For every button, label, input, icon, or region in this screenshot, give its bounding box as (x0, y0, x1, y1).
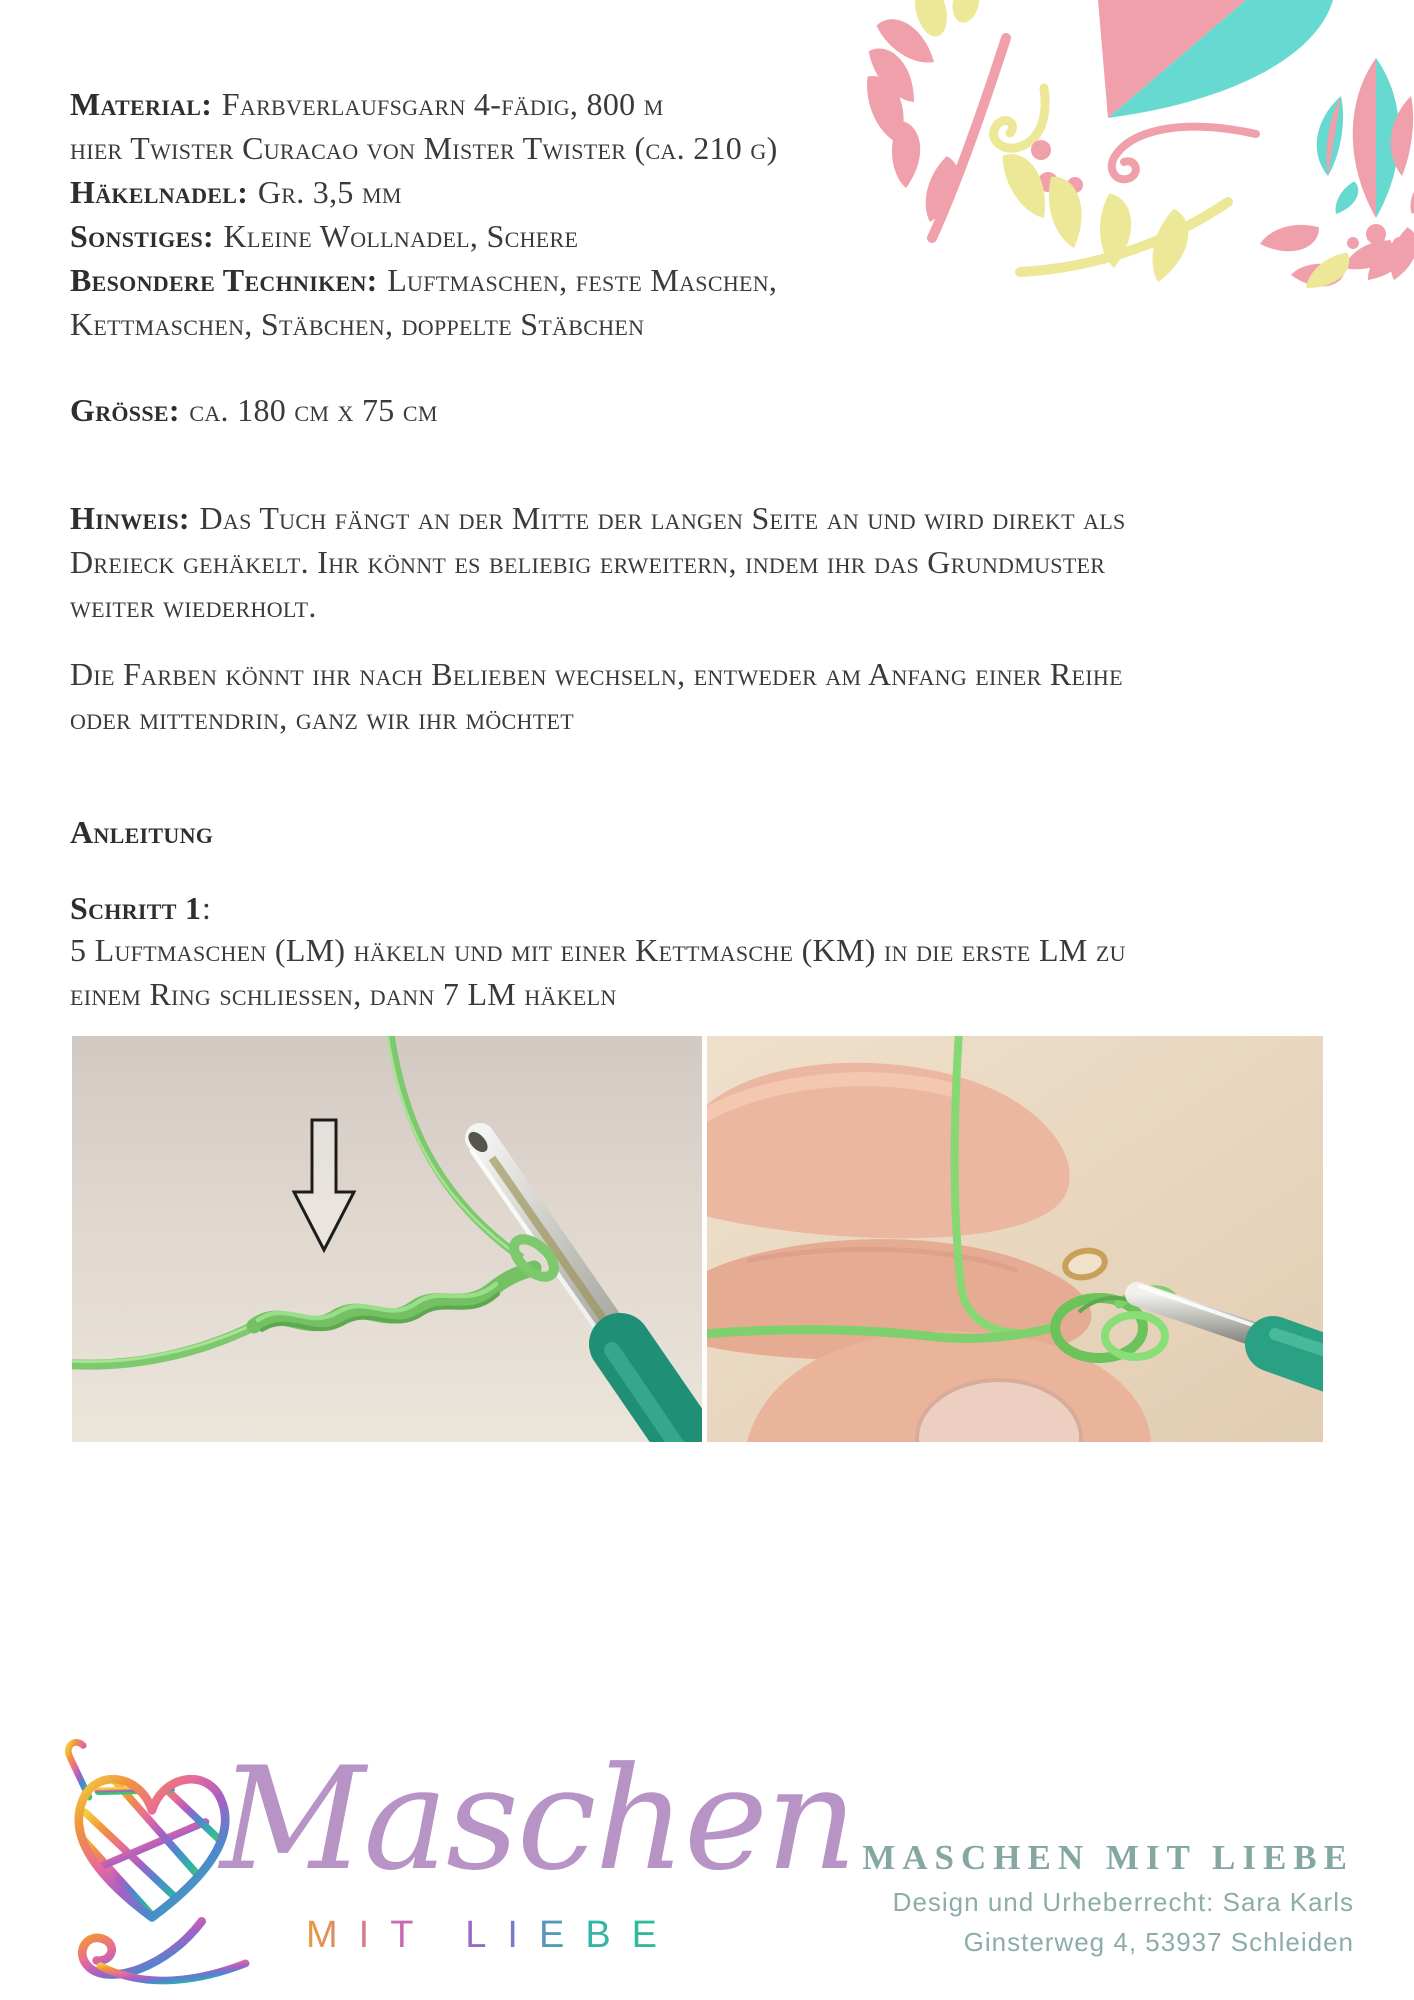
size-block (70, 388, 438, 432)
chain-photo (72, 1036, 702, 1442)
color-change-paragraph: Die Farben könnt ihr nach Belieben wechseln, entweder am Anfang einer Reihe oder mittendrin, ganz wir ihr möchtet (70, 656, 1123, 736)
hook-size-line: Häkelnadel: Gr. 3,5 mm (70, 174, 402, 210)
ring-photo (707, 1036, 1323, 1442)
step1-text: 5 Luftmaschen (LM) häkeln und mit einer Kettmasche (KM) in die erste LM zu einem Ring schliessen, dann 7 LM häkeln (70, 932, 1126, 1012)
material-line: Material: Farbverlaufsgarn 4-fädig, 800 m (70, 86, 664, 122)
brand-caps-text: MIT LIEBE (306, 1914, 679, 1956)
techniques-line: Besondere Techniken: Luftmaschen, feste Maschen, (70, 262, 778, 298)
floral-ornament-graphic (836, 0, 1414, 292)
other-tools-line: Sonstiges: Kleine Wollnadel, Schere (70, 218, 579, 254)
step1-heading: Schritt 1: (70, 890, 212, 926)
material-line: hier Twister Curacao von Mister Twister (ca. 210 g) (70, 130, 778, 166)
brand-script-text: Maschen (220, 1737, 856, 1902)
techniques-line: Kettmaschen, Stäbchen, doppelte Stäbchen (70, 306, 645, 342)
hint-paragraph: Hinweis: Das Tuch fängt an der Mitte der langen Seite an und wird direkt als Dreieck gehäkelt. Ihr könnt es beliebig erweitern, indem ihr das Grundmuster weiter wiederholt. (70, 500, 1126, 624)
size-line: Grösse: ca. 180 cm x 75 cm (70, 392, 438, 428)
material-info-block (70, 82, 778, 346)
footer-credit-line: Design und Urheberrecht: Sara Karls (892, 1887, 1354, 1917)
footer-credit-block (862, 1838, 1354, 1958)
instructions-heading: Anleitung (70, 814, 214, 850)
footer-address-line: Ginsterweg 4, 53937 Schleiden (963, 1927, 1354, 1957)
footer-company-name: MASCHEN MIT LIEBE (862, 1838, 1354, 1877)
